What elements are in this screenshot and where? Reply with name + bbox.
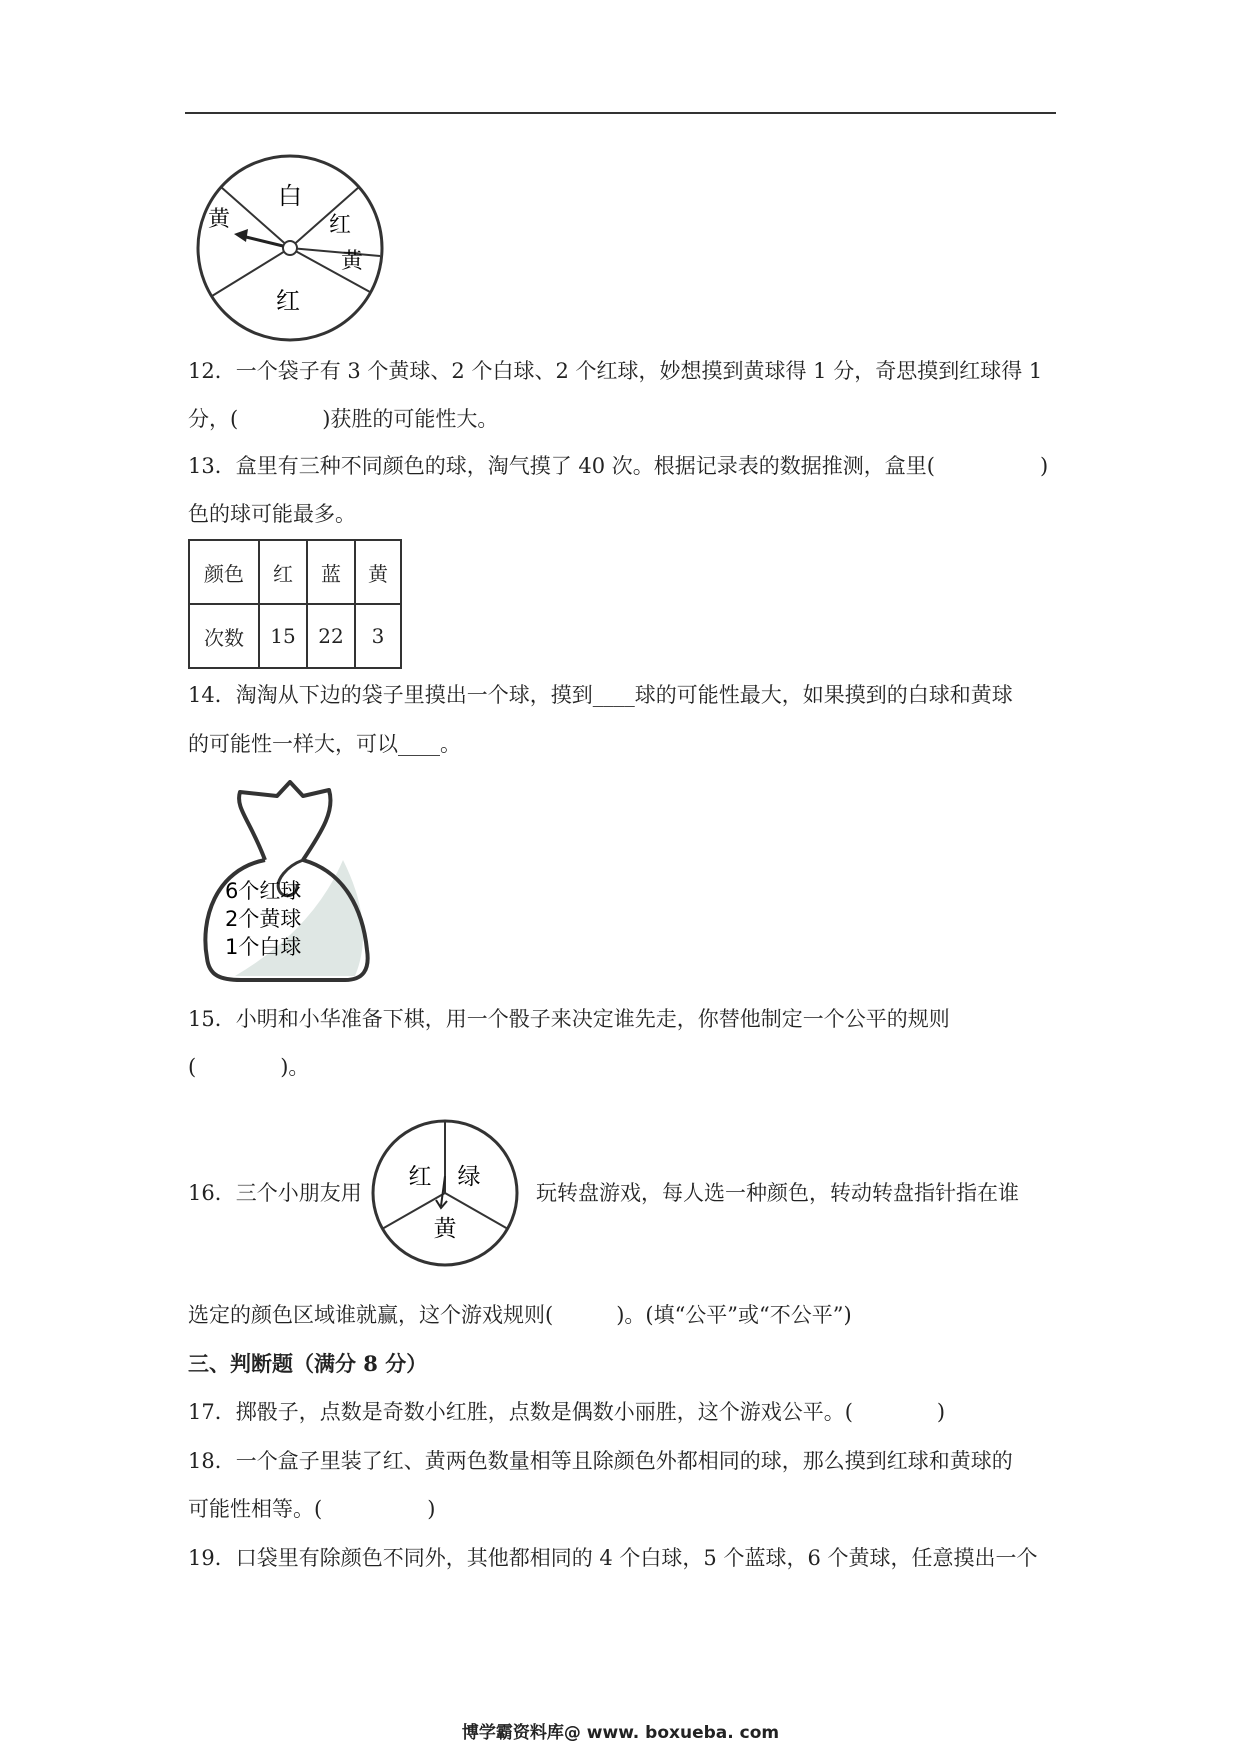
sector-label-red: 红: [328, 213, 352, 238]
bag-label-yellow: 2个黄球: [225, 907, 302, 931]
table-cell: 次数: [189, 604, 259, 668]
table-cell: 22: [307, 604, 355, 668]
question-13-line-1: 13．盒里有三种不同颜色的球，淘气摸了 40 次。根据记录表的数据推测，盒里( ): [188, 454, 1049, 478]
sector-label-yellow: 黄: [340, 249, 364, 274]
table-row: [189, 604, 401, 668]
question-12-line-2: 分，( )获胜的可能性大。: [188, 407, 499, 431]
table-cell: 3: [355, 604, 401, 668]
question-16-prefix: 16．三个小朋友用: [188, 1181, 362, 1205]
bag-label-red: 6个红球: [225, 879, 302, 903]
sector-label-red: 红: [408, 1164, 432, 1190]
spinner-center: [283, 241, 297, 255]
question-14-line-1: 14．淘淘从下边的袋子里摸出一个球，摸到____球的可能性最大，如果摸到的白球和黄球: [188, 683, 1013, 707]
question-14-line-2: 的可能性一样大，可以____。: [188, 732, 461, 756]
bag-label-white: 1个白球: [225, 935, 302, 959]
question-13-line-2: 色的球可能最多。: [188, 502, 356, 526]
bag-neck: [239, 782, 331, 860]
table-header-cell: 红: [259, 540, 307, 604]
sector-label-white: 白: [278, 182, 302, 210]
question-18-line-1: 18．一个盒子里装了红、黄两色数量相等且除颜色外都相同的球，那么摸到红球和黄球的: [188, 1449, 1013, 1473]
ball-bag-illustration: [195, 780, 380, 990]
question-15-line-2: ( )。: [188, 1055, 310, 1079]
sector-label-green: 绿: [457, 1164, 481, 1190]
table-header-cell: 黄: [355, 540, 401, 604]
question-16-suffix: 玩转盘游戏，每人选一种颜色，转动转盘指针指在谁: [536, 1181, 1019, 1205]
table-row: [189, 540, 401, 604]
question-19-line-1: 19．口袋里有除颜色不同外，其他都相同的 4 个白球，5 个蓝球，6 个黄球，任意摸出一个: [188, 1546, 1038, 1570]
question-16-line-2: 选定的颜色区域谁就赢，这个游戏规则( )。(填“公平”或“不公平”): [188, 1303, 852, 1327]
question-18-line-2: 可能性相等。( ): [188, 1497, 436, 1521]
table-header-cell: 颜色: [189, 540, 259, 604]
header-rule: [185, 112, 1056, 114]
question-12-line-1: 12．一个袋子有 3 个黄球、2 个白球、2 个红球，妙想摸到黄球得 1 分，奇思摸到红球得 1: [188, 359, 1043, 383]
spinner-diagram-2: [365, 1118, 525, 1268]
table-cell: 15: [259, 604, 307, 668]
question-17-line-1: 17．掷骰子，点数是奇数小红胜，点数是偶数小丽胜，这个游戏公平。( ): [188, 1400, 946, 1424]
pointer-arrowhead: [234, 229, 248, 242]
spinner-diagram-1: [192, 152, 392, 346]
sector-label-yellow-left: 黄: [207, 207, 231, 232]
question-15-line-1: 15．小明和小华准备下棋，用一个骰子来决定谁先走，你替他制定一个公平的规则: [188, 1007, 950, 1031]
page-footer: 博学霸资料库@ www. boxueba. com: [461, 1723, 780, 1743]
section-title: 三、判断题（满分 8 分）: [188, 1351, 428, 1376]
sector-label-yellow: 黄: [433, 1216, 457, 1242]
table-header-cell: 蓝: [307, 540, 355, 604]
record-table: [188, 539, 402, 669]
sector-label-red-bottom: 红: [276, 287, 300, 315]
